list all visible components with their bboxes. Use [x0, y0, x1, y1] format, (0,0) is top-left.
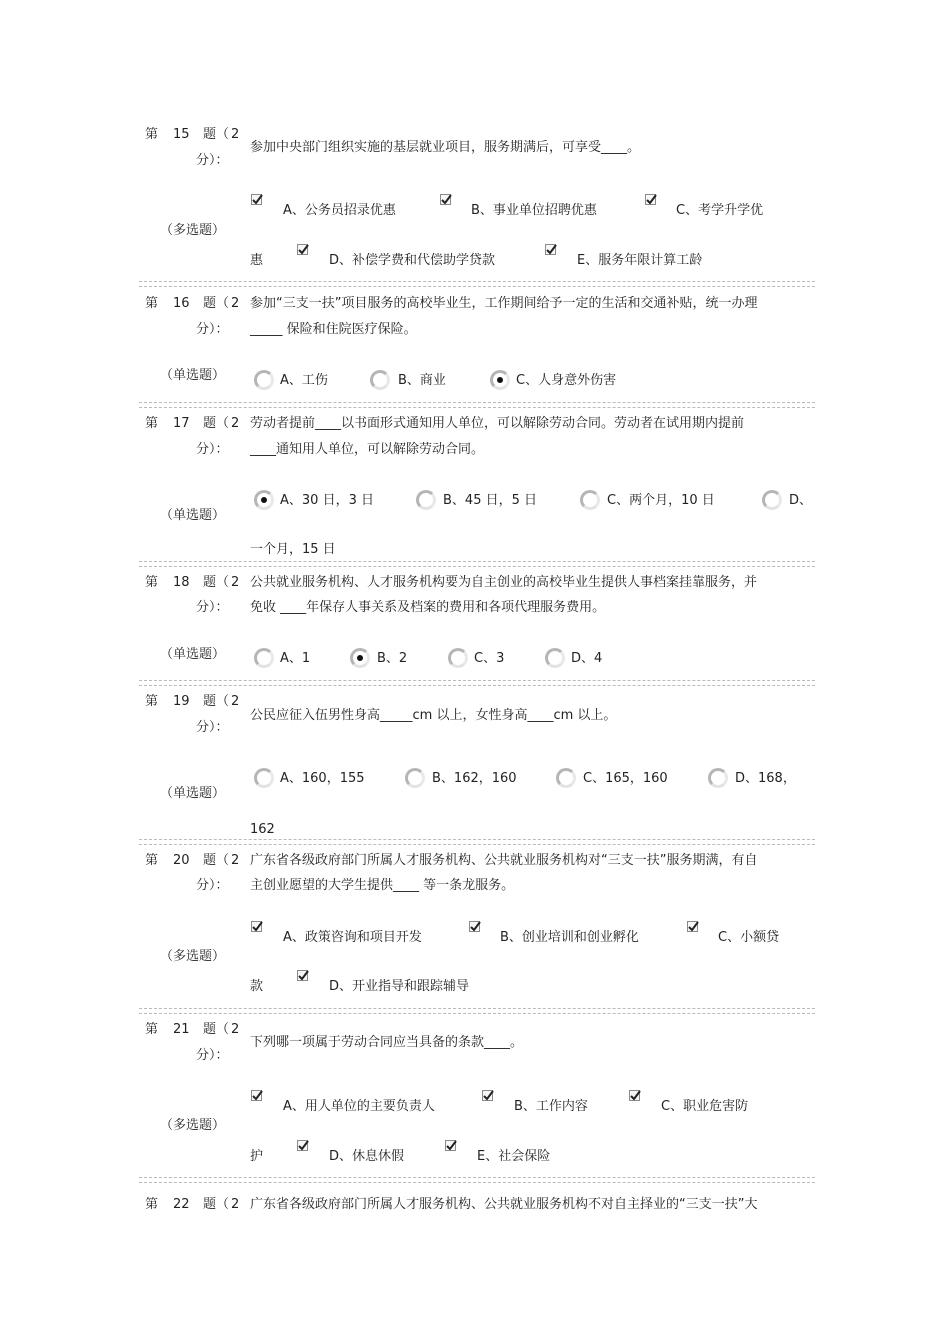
check-icon: [297, 969, 311, 983]
radio-a[interactable]: [254, 648, 274, 668]
separator: [139, 402, 815, 408]
q-ti: 题（: [203, 575, 230, 590]
q-fen: 分）：: [196, 442, 229, 457]
checkbox-a[interactable]: [251, 194, 262, 205]
checkbox-c[interactable]: [687, 921, 698, 932]
check-icon: [629, 1089, 643, 1103]
radio-c[interactable]: [556, 768, 576, 788]
separator: [139, 1177, 815, 1183]
q-type: （多选题）: [160, 223, 226, 238]
q-ti: 题（: [203, 127, 230, 142]
radio-b[interactable]: [370, 370, 390, 390]
q-type: （多选题）: [160, 949, 226, 964]
q-stem-line1: 参加“三支一扶”项目服务的高校毕业生，工作期间给予一定的生活和交通补贴，统一办理: [250, 296, 758, 311]
checkbox-b[interactable]: [469, 921, 480, 932]
check-icon: [251, 1089, 265, 1103]
option-c: C、职业危害防: [661, 1099, 749, 1114]
radio-c-selected[interactable]: [490, 370, 510, 390]
q-score: 2: [231, 575, 240, 590]
radio-a-selected[interactable]: [254, 490, 274, 510]
radio-dot-icon: [261, 497, 267, 503]
checkbox-e[interactable]: [445, 1140, 456, 1151]
option-a: A、用人单位的主要负责人: [283, 1099, 435, 1114]
option-a: A、1: [280, 651, 311, 666]
q-prefix: 第: [145, 853, 159, 868]
option-c: C、小额贷: [718, 930, 780, 945]
radio-b[interactable]: [405, 768, 425, 788]
q-score: 2: [231, 1022, 240, 1037]
check-icon: [469, 920, 483, 934]
option-d: D、休息休假: [329, 1149, 405, 1164]
q-prefix: 第: [145, 296, 159, 311]
q-number: 21: [173, 1022, 190, 1037]
option-d: D、开业指导和跟踪辅导: [329, 979, 470, 994]
q-ti: 题（: [203, 296, 230, 311]
checkbox-d[interactable]: [297, 1140, 308, 1151]
q-score: 2: [231, 694, 240, 709]
q-stem-line2: 免收 ____年保存人事关系及档案的费用和各项代理服务费用。: [250, 600, 606, 615]
separator: [139, 281, 815, 287]
q-type: （单选题）: [160, 368, 226, 383]
q-ti: 题（: [203, 1197, 230, 1212]
q-prefix: 第: [145, 416, 159, 431]
check-icon: [251, 193, 265, 207]
option-c: C、165，160: [583, 771, 668, 786]
q-fen: 分）：: [196, 153, 229, 168]
q-stem-line2: ____通知用人单位，可以解除劳动合同。: [250, 442, 485, 457]
option-d: D、: [789, 493, 813, 508]
q-prefix: 第: [145, 127, 159, 142]
separator: [139, 561, 815, 567]
option-c: C、两个月，10 日: [607, 493, 715, 508]
option-a: A、公务员招录优惠: [283, 203, 396, 218]
q-score: 2: [231, 416, 240, 431]
radio-a[interactable]: [254, 768, 274, 788]
option-d-cont: 162: [250, 822, 275, 837]
option-e: E、社会保险: [477, 1149, 551, 1164]
separator: [139, 680, 815, 686]
q-prefix: 第: [145, 575, 159, 590]
option-d: D、补偿学费和代偿助学贷款: [329, 253, 496, 268]
q-fen: 分）：: [196, 878, 229, 893]
q-number: 16: [173, 296, 190, 311]
option-c-cont: 款: [250, 979, 264, 994]
check-icon: [440, 193, 454, 207]
q-number: 19: [173, 694, 190, 709]
q-fen: 分）：: [196, 600, 229, 615]
q-number: 15: [173, 127, 190, 142]
q-stem-line1: 公共就业服务机构、人才服务机构要为自主创业的高校毕业生提供人事档案挂靠服务，并: [250, 575, 758, 590]
q-stem-line2: _____ 保险和住院医疗保险。: [250, 322, 417, 337]
separator: [139, 1008, 815, 1014]
q-score: 2: [231, 853, 240, 868]
separator: [139, 839, 815, 845]
q-prefix: 第: [145, 1197, 159, 1212]
check-icon: [297, 1139, 311, 1153]
checkbox-b[interactable]: [440, 194, 451, 205]
q-stem-line1: 广东省各级政府部门所属人才服务机构、公共就业服务机构对“三支一扶”服务期满，有自: [250, 853, 758, 868]
q-number: 17: [173, 416, 190, 431]
option-b: B、2: [377, 651, 408, 666]
q-stem: 公民应征入伍男性身高_____cm 以上，女性身高____cm 以上。: [250, 708, 617, 723]
option-c: C、人身意外伤害: [516, 373, 617, 388]
q-number: 22: [173, 1197, 190, 1212]
option-b: B、45 日，5 日: [443, 493, 537, 508]
q-fen: 分）：: [196, 322, 229, 337]
radio-c[interactable]: [580, 490, 600, 510]
radio-a[interactable]: [254, 370, 274, 390]
q-fen: 分）：: [196, 1048, 229, 1063]
radio-c[interactable]: [448, 648, 468, 668]
check-icon: [645, 193, 659, 207]
option-c-cont: 惠: [250, 253, 264, 268]
q-number: 18: [173, 575, 190, 590]
q-ti: 题（: [203, 853, 230, 868]
q-stem: 广东省各级政府部门所属人才服务机构、公共就业服务机构不对自主择业的“三支一扶”大: [250, 1197, 758, 1212]
q-type: （单选题）: [160, 508, 226, 523]
checkbox-d[interactable]: [297, 970, 308, 981]
check-icon: [445, 1139, 459, 1153]
option-e: E、服务年限计算工龄: [577, 253, 703, 268]
q-stem-line1: 劳动者提前____以书面形式通知用人单位，可以解除劳动合同。劳动者在试用期内提前: [250, 416, 745, 431]
checkbox-b[interactable]: [482, 1090, 493, 1101]
checkbox-e[interactable]: [545, 244, 556, 255]
option-b: B、事业单位招聘优惠: [471, 203, 597, 218]
q-ti: 题（: [203, 1022, 230, 1037]
option-c: C、3: [474, 651, 505, 666]
q-score: 2: [231, 127, 240, 142]
option-c-cont: 护: [250, 1149, 264, 1164]
checkbox-a[interactable]: [251, 1090, 262, 1101]
option-c: C、考学升学优: [676, 203, 764, 218]
option-b: B、162，160: [432, 771, 517, 786]
q-ti: 题（: [203, 694, 230, 709]
option-b: B、工作内容: [514, 1099, 588, 1114]
radio-d[interactable]: [762, 490, 782, 510]
radio-dot-icon: [357, 655, 363, 661]
option-d-cont: 一个月，15 日: [250, 542, 336, 557]
check-icon: [687, 920, 701, 934]
q-stem-line2: 主创业愿望的大学生提供____ 等一条龙服务。: [250, 878, 515, 893]
checkbox-d[interactable]: [297, 244, 308, 255]
checkbox-a[interactable]: [251, 921, 262, 932]
option-b: B、创业培训和创业孵化: [500, 930, 639, 945]
checkbox-c[interactable]: [629, 1090, 640, 1101]
radio-d[interactable]: [708, 768, 728, 788]
q-type: （单选题）: [160, 647, 226, 662]
option-a: A、30 日，3 日: [280, 493, 374, 508]
q-fen: 分）：: [196, 720, 229, 735]
option-a: A、政策咨询和项目开发: [283, 930, 422, 945]
q-score: 2: [231, 296, 240, 311]
q-type: （多选题）: [160, 1118, 226, 1133]
radio-b-selected[interactable]: [350, 648, 370, 668]
q-ti: 题（: [203, 416, 230, 431]
q-prefix: 第: [145, 1022, 159, 1037]
option-b: B、商业: [398, 373, 446, 388]
check-icon: [482, 1089, 496, 1103]
check-icon: [251, 920, 265, 934]
checkbox-c[interactable]: [645, 194, 656, 205]
radio-dot-icon: [497, 377, 503, 383]
option-a: A、工伤: [280, 373, 328, 388]
check-icon: [297, 243, 311, 257]
option-d: D、168，: [735, 771, 796, 786]
q-score: 2: [231, 1197, 240, 1212]
option-d: D、4: [571, 651, 603, 666]
q-stem: 下列哪一项属于劳动合同应当具备的条款____。: [250, 1035, 524, 1050]
q-prefix: 第: [145, 694, 159, 709]
check-icon: [545, 243, 559, 257]
radio-d[interactable]: [545, 648, 565, 668]
q-stem: 参加中央部门组织实施的基层就业项目，服务期满后，可享受____。: [250, 140, 641, 155]
option-a: A、160，155: [280, 771, 365, 786]
q-number: 20: [173, 853, 190, 868]
q-type: （单选题）: [160, 786, 226, 801]
radio-b[interactable]: [416, 490, 436, 510]
